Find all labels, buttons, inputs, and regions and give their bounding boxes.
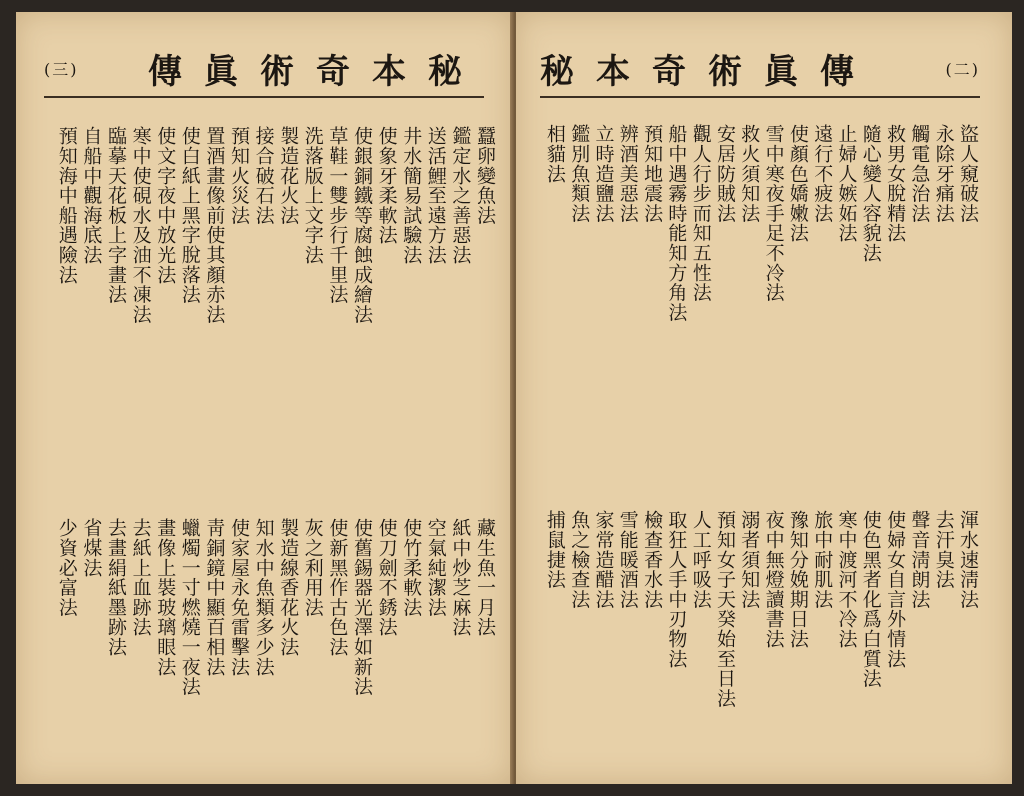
index-entry: 使竹柔軟法: [400, 518, 423, 617]
index-entry: 預知女子天癸始至日法: [714, 510, 736, 708]
index-entry: 立時造鹽法: [592, 124, 615, 223]
index-entry: 寒中使硯水及油不凍法: [129, 126, 152, 324]
index-entry: 使銀銅鐵等腐蝕成繪法: [351, 126, 373, 324]
index-entry: 寒中渡河不冷法: [835, 510, 858, 649]
index-entry: 鑑定水之善惡法: [449, 126, 472, 265]
index-entry: 使刀劍不銹法: [375, 518, 398, 637]
index-entry: 救火須知法: [738, 124, 761, 223]
index-entry: 自船中觀海底法: [80, 126, 103, 265]
index-entry: 觀人行步而知五性法: [689, 124, 712, 303]
right-page: [516, 12, 1012, 784]
index-entry: 灰之利用法: [301, 518, 324, 617]
left-page-header: [44, 40, 484, 98]
index-entry: 檢查香水法: [641, 510, 664, 609]
index-entry: 救男女脫精法: [884, 124, 907, 243]
index-entry: 盜人窺破法: [957, 124, 979, 223]
index-entry: 少資必富法: [55, 518, 78, 617]
index-entry: 省煤法: [80, 518, 103, 578]
index-entry: 鑑別魚類法: [568, 124, 591, 223]
index-entry: 使舊錫器光澤如新法: [351, 518, 373, 697]
index-entry: 使婦女自言外情法: [884, 510, 907, 669]
index-entry: 捕鼠捷法: [543, 510, 566, 590]
index-entry: 製造線香花火法: [277, 518, 300, 657]
index-entry: 雪中寒夜手足不冷法: [762, 124, 785, 303]
index-entry: 使新黑作古色法: [326, 518, 349, 657]
index-entry: 去畫絹紙墨跡法: [105, 518, 127, 657]
index-entry: 使白紙上黑字脫落法: [178, 126, 201, 305]
index-entry: 靑銅鏡中顯百相法: [203, 518, 226, 677]
index-entry: 藏生魚一月法: [474, 518, 496, 637]
index-entry: 觸電急治法: [908, 124, 931, 223]
index-entry: 送活鯉至遠方法: [424, 126, 447, 265]
index-entry: 預知火災法: [228, 126, 250, 225]
index-entry: 置酒畫像前使其顏赤法: [203, 126, 226, 324]
index-entry: 旅中耐肌法: [811, 510, 834, 609]
index-entry: 使顏色嬌嫩法: [786, 124, 809, 243]
index-entry: 遠行不疲法: [811, 124, 834, 223]
index-entry: 洗落版上文字法: [301, 126, 324, 265]
index-entry: 紙中炒芝麻法: [449, 518, 472, 637]
index-entry: 夜中無燈讀書法: [762, 510, 785, 649]
index-entry: 魚之檢查法: [568, 510, 591, 609]
index-entry: 雪能暖酒法: [616, 510, 639, 609]
index-entry: 隨心變人容貌法: [859, 124, 882, 263]
index-entry: 相貓法: [543, 124, 566, 184]
index-entry: 聲音淸朗法: [908, 510, 931, 609]
right-page-number: (二): [945, 59, 980, 79]
left-page: [16, 12, 512, 784]
index-entry: 預知海中船遇險法: [55, 126, 78, 285]
index-entry: 永除牙痛法: [932, 124, 955, 223]
index-entry: 預知地震法: [641, 124, 664, 223]
index-entry: 使象牙柔軟法: [375, 126, 398, 245]
index-entry: 取狂人手中刃物法: [665, 510, 688, 669]
index-entry: 草鞋一雙步行千里法: [326, 126, 349, 305]
index-entry: 渾水速淸法: [957, 510, 979, 609]
left-page-number: (三): [44, 59, 79, 79]
index-entry: 豫知分娩期日法: [786, 510, 809, 649]
index-entry: 使文字夜中放光法: [154, 126, 177, 285]
index-entry: 使色黑者化爲白質法: [859, 510, 882, 689]
index-entry: 去汗臭法: [932, 510, 955, 590]
index-entry: 井水簡易試驗法: [400, 126, 423, 265]
index-entry: 製造花火法: [277, 126, 300, 225]
index-entry: 知水中魚類多少法: [252, 518, 275, 677]
index-entry: 空氣純潔法: [424, 518, 447, 617]
right-page-header: [540, 40, 980, 98]
index-entry: 接合破石法: [252, 126, 275, 225]
index-entry: 安居防賊法: [714, 124, 736, 223]
index-entry: 去紙上血跡法: [129, 518, 152, 637]
index-entry: 臨摹天花板上字畫法: [105, 126, 127, 305]
index-entry: 止婦人嫉妬法: [835, 124, 858, 243]
index-entry: 辨酒美惡法: [616, 124, 639, 223]
index-entry: 蠟燭一寸燃燒一夜法: [178, 518, 201, 697]
left-page-title: 傳眞術奇本秘: [148, 51, 484, 92]
index-entry: 人工呼吸法: [689, 510, 712, 609]
index-entry: 船中遇霧時能知方角法: [665, 124, 688, 322]
right-page-title: 秘本奇術眞傳: [540, 51, 876, 92]
index-entry: 溺者須知法: [738, 510, 761, 609]
index-entry: 畫像上裝玻璃眼法: [154, 518, 177, 677]
index-entry: 家常造醋法: [592, 510, 615, 609]
index-entry: 使家屋永免雷擊法: [228, 518, 250, 677]
index-entry: 蠶卵變魚法: [474, 126, 496, 225]
